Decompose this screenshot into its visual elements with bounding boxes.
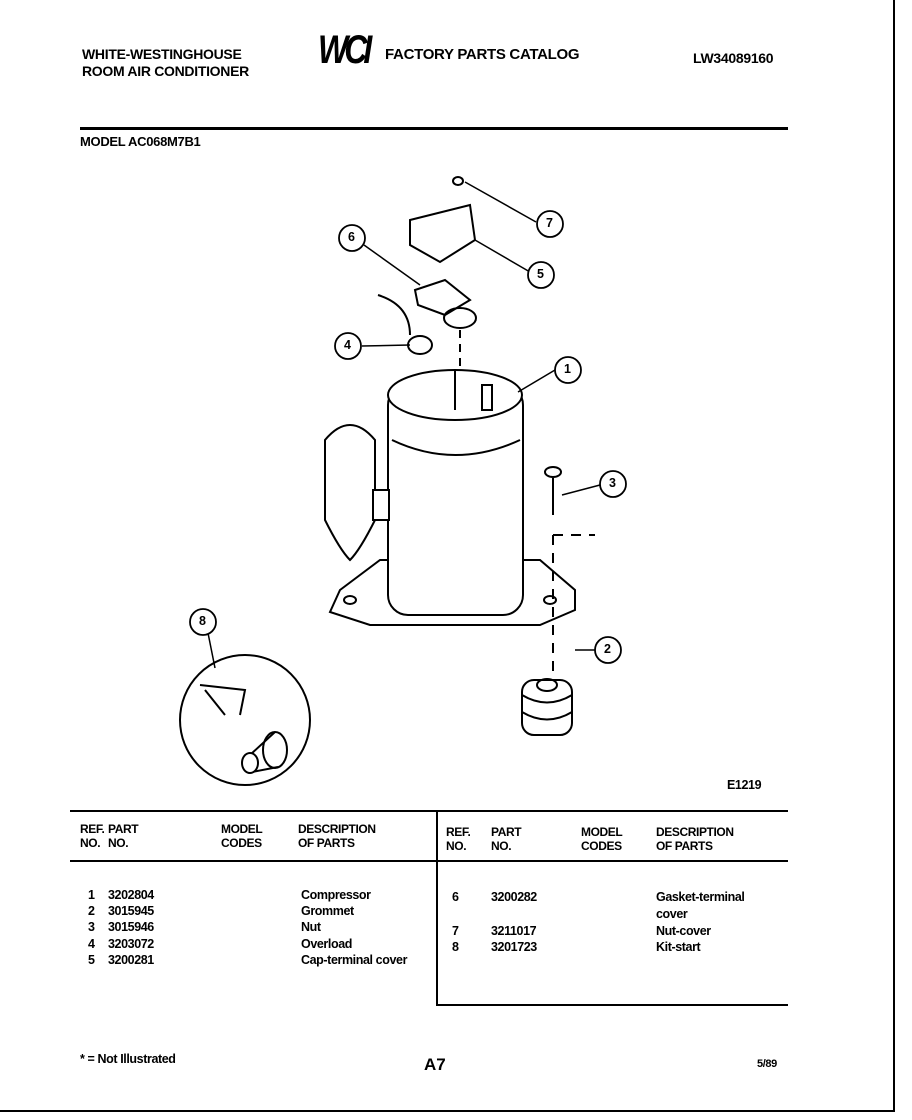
description: Nut-cover: [656, 924, 711, 938]
part-no: 3200281: [108, 953, 154, 967]
description: Grommet: [301, 904, 354, 918]
callout-label: 7: [546, 216, 553, 230]
page-number: A7: [424, 1055, 446, 1074]
kit-start-detail: [180, 655, 310, 785]
ref-no: 6: [452, 890, 459, 904]
header-part-2: NO.: [491, 839, 512, 853]
header-ref: REF.: [80, 822, 105, 836]
header-part-2: NO.: [108, 836, 129, 850]
callout-label: 2: [604, 642, 611, 656]
ref-no: 3: [88, 920, 95, 934]
catalog-number: LW34089160: [693, 50, 774, 66]
ref-no: 5: [88, 953, 95, 967]
header-desc-2: OF PARTS: [656, 839, 713, 853]
header-part: PART: [108, 822, 139, 836]
part-no: 3211017: [491, 924, 537, 938]
terminal-cover-drawing: [378, 177, 476, 370]
header-desc: DESCRIPTION: [298, 822, 376, 836]
compressor-drawing: [325, 370, 575, 625]
header-codes-2: CODES: [581, 839, 622, 853]
part-no: 3203072: [108, 937, 154, 951]
description: Compressor: [301, 888, 371, 902]
part-no: 3202804: [108, 888, 154, 902]
table-bottom-rule: [436, 1004, 788, 1006]
callout-label: 3: [609, 476, 616, 490]
callout-label: 4: [344, 338, 351, 352]
part-no: 3201723: [491, 940, 537, 954]
ref-no: 8: [452, 940, 459, 954]
callout-label: 1: [564, 362, 571, 376]
page-border-bottom: [0, 1110, 895, 1112]
ref-no: 4: [88, 937, 95, 951]
wci-logo: WCI: [318, 28, 369, 72]
not-illustrated-note: * = Not Illustrated: [80, 1052, 176, 1066]
callout-label: 5: [537, 267, 544, 281]
description: Nut: [301, 920, 321, 934]
description: Overload: [301, 937, 352, 951]
header-ref: REF.: [446, 825, 471, 839]
brand-line2: ROOM AIR CONDITIONER: [82, 63, 249, 79]
description: Kit-start: [656, 940, 701, 954]
table-header-rule: [70, 860, 788, 862]
header-codes: MODEL: [581, 825, 623, 839]
header-ref-2: NO.: [80, 836, 101, 850]
header-desc-2: OF PARTS: [298, 836, 355, 850]
catalog-title: FACTORY PARTS CATALOG: [385, 46, 580, 63]
header-part: PART: [491, 825, 522, 839]
figure-code: E1219: [727, 778, 762, 792]
ref-no: 2: [88, 904, 95, 918]
description: Cap-terminal cover: [301, 953, 408, 967]
ref-no: 7: [452, 924, 459, 938]
header-ref-2: NO.: [446, 839, 467, 853]
table-top-rule: [70, 810, 788, 812]
model-label: MODEL AC068M7B1: [80, 134, 201, 149]
callout-label: 6: [348, 230, 355, 244]
description: Gasket-terminal: [656, 890, 745, 904]
ref-no: 1: [88, 888, 95, 902]
description-cont: cover: [656, 907, 688, 921]
header-codes-2: CODES: [221, 836, 262, 850]
header-codes: MODEL: [221, 822, 263, 836]
part-no: 3200282: [491, 890, 537, 904]
part-no: 3015946: [108, 920, 154, 934]
part-no: 3015945: [108, 904, 154, 918]
table-divider: [436, 810, 438, 1006]
header-desc: DESCRIPTION: [656, 825, 734, 839]
callout-label: 8: [199, 614, 206, 628]
brand-line1: WHITE-WESTINGHOUSE: [82, 46, 242, 62]
print-date: 5/89: [757, 1058, 777, 1070]
